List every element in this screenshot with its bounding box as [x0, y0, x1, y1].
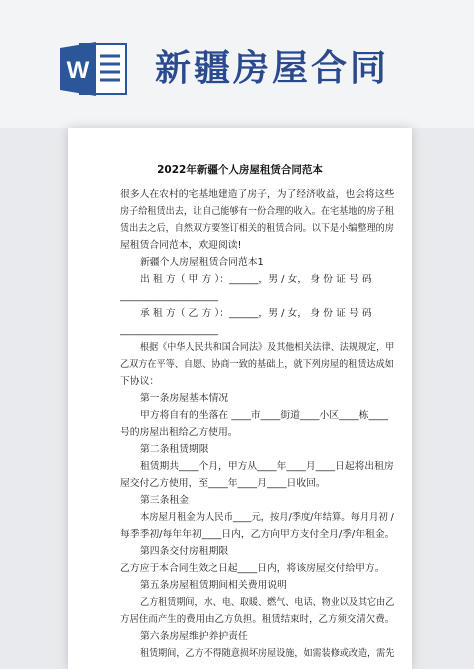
paragraph-line: 赁出去之后，自然双方要签订相关的租赁合同。以下是小编整理的房: [120, 223, 394, 234]
paragraph-line: 屋交付乙方使用，至____年____月____日收回。: [120, 478, 326, 489]
document-title: 2022年新疆个人房屋租赁合同范本: [157, 164, 323, 176]
paragraph-line: 乙方应于本合同生效之日起____日内，将该房屋交付给甲方。: [120, 563, 385, 574]
paragraph-line: 乙双方在平等、自愿、协商一致的基础上，就下列房屋的租赁达成如: [120, 359, 394, 370]
word-doc-icon: [60, 42, 128, 96]
paragraph-line: 甲方将自有的坐落在 ____市____街道____小区____栋____: [140, 410, 389, 421]
paragraph-line: 乙方租赁期间，水、电、取暖、燃气、电话、物业以及其它由乙: [140, 597, 395, 608]
paragraph-line: 租赁期共____个月，甲方从____年____月____日起将出租房: [140, 461, 394, 472]
article-heading: 第二条租赁期限: [140, 444, 209, 455]
lessor-line: 出 租 方（ 甲 方 ）：______，男 / 女， 身 份 证 号 码: [140, 274, 372, 285]
lessee-line: 承 租 方（ 乙 方 ）：______，男 / 女， 身 份 证 号 码: [140, 308, 372, 319]
paragraph-line: 很多人在农村的宅基地建造了房子，为了经济收益，也会将这些: [120, 189, 395, 200]
header-banner: [0, 0, 474, 128]
paragraph-line: 号的房屋出租给乙方使用。: [120, 427, 238, 438]
paragraph-line: 方居住而产生的费用由乙方负担。租赁结束时，乙方须交清欠费。: [120, 614, 395, 625]
paragraph-line: 房子给租赁出去，让自己能够有一份合理的收入。在宅基地的房子租: [120, 206, 394, 217]
article-heading: 第一条房屋基本情况: [140, 393, 229, 404]
article-heading: 第四条交付房租期限: [140, 546, 229, 557]
banner-title: 新疆房屋合同: [155, 48, 390, 89]
paragraph-line: 屋租赁合同范本，欢迎阅读!: [120, 240, 242, 251]
lessor-id-line: ____________________: [120, 291, 218, 302]
paragraph-line: 下协议：: [120, 376, 160, 387]
paragraph-line: 每季季初/每年年初____日内，乙方向甲方支付全月/季/年租金。: [120, 529, 395, 540]
paragraph-line: 根据《中华人民共和国合同法》及其他相关法律、法规规定，甲: [140, 342, 395, 353]
article-heading: 第三条租金: [140, 495, 189, 506]
contract-heading: 新疆个人房屋租赁合同范本1: [140, 257, 264, 268]
paragraph-line: 本房屋月租金为人民币____元，按月/季度/年结算。每月月初 /: [140, 512, 394, 523]
article-heading: 第六条房屋维护养护责任: [140, 631, 248, 642]
paragraph-line: 租赁期间，乙方不得随意损坏房屋设施，如需装修或改造，需先: [140, 648, 395, 659]
word-letter: W: [66, 57, 90, 84]
article-heading: 第五条房屋租赁期间相关费用说明: [140, 580, 287, 591]
document-page: [68, 128, 412, 669]
lessee-id-line: ____________________: [120, 325, 218, 336]
